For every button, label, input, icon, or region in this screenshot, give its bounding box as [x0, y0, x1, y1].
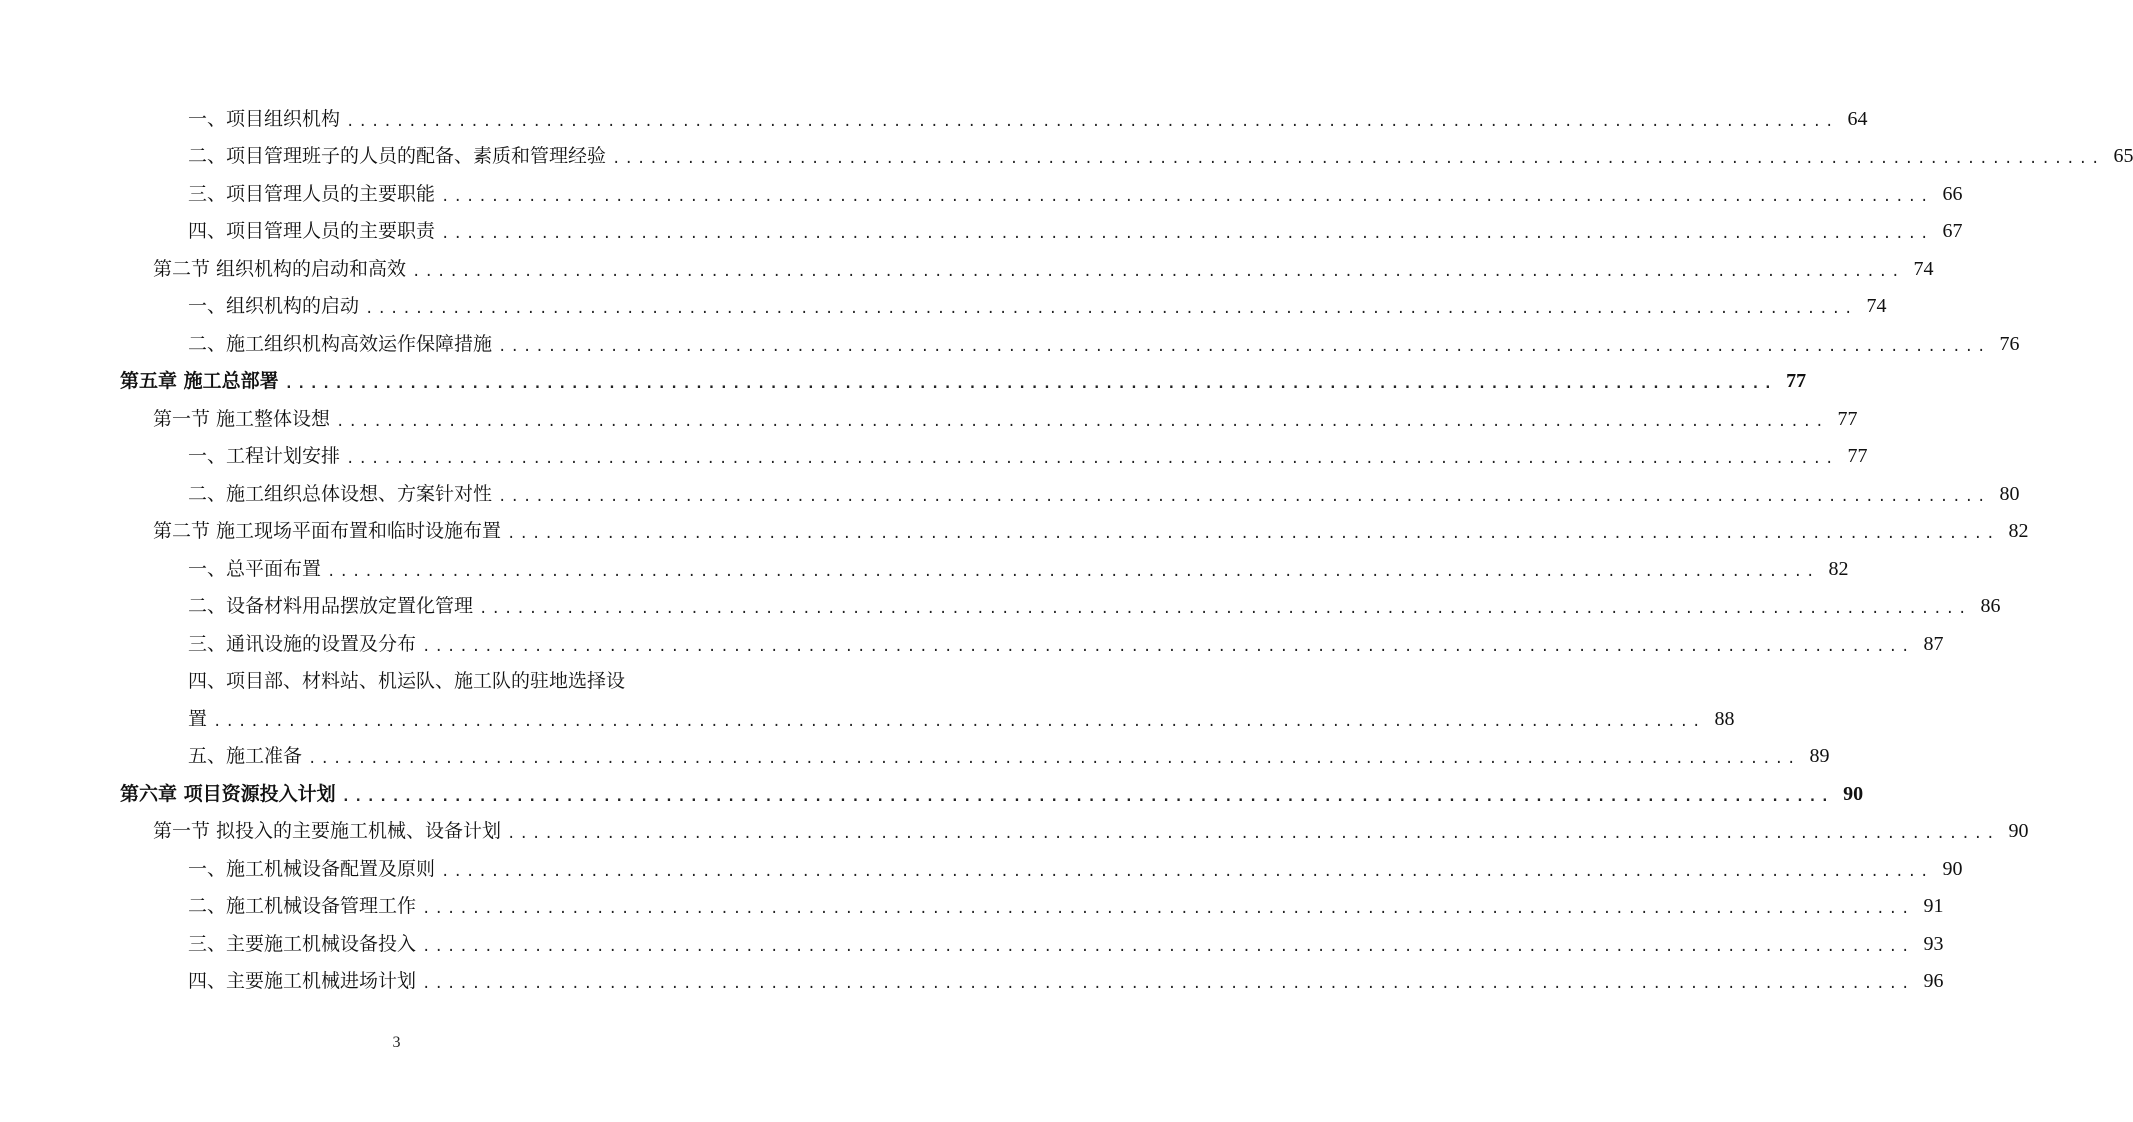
toc-entry-label: 一、总平面布置 — [188, 557, 322, 580]
toc-item-entry[interactable] — [0, 700, 1735, 738]
toc-entry-label: 五、施工准备 — [188, 745, 303, 768]
toc-chapter-entry[interactable] — [0, 363, 1807, 401]
toc-entry-page: 90 — [2008, 820, 2029, 843]
toc-item-entry[interactable] — [0, 888, 1944, 926]
toc-entry-page: 80 — [1999, 482, 2020, 505]
toc-entry-page: 76 — [1999, 332, 2020, 355]
toc-entry-label: 二、施工机械设备管理工作 — [188, 895, 417, 918]
toc-item-entry[interactable] — [0, 963, 1944, 1001]
toc-leader-dots: ........................................................................................................................ — [441, 226, 1933, 243]
toc-leader-dots: ........................................................................................................................ — [336, 413, 1828, 430]
toc-entry-page: 77 — [1837, 407, 1858, 430]
toc-item-entry[interactable] — [0, 588, 2001, 626]
toc-entry-label: 第二节 施工现场平面布置和临时设施布置 — [153, 520, 502, 543]
toc-leader-dots: ........................................................................................................................ — [412, 263, 1904, 280]
toc-entry-page: 82 — [1828, 557, 1849, 580]
toc-leader-dots: ........................................................................................................................ — [346, 113, 1838, 130]
toc-entry-label: 三、通讯设施的设置及分布 — [188, 632, 417, 655]
toc-entry-page: 90 — [1942, 857, 1963, 880]
toc-leader-dots: ........................................................................................................................ — [327, 563, 1819, 580]
toc-chapter-entry[interactable] — [0, 775, 1864, 813]
toc-entry-page: 77 — [1786, 370, 1807, 393]
toc-entry-page: 86 — [1980, 595, 2001, 618]
toc-entry-label: 三、项目管理人员的主要职能 — [188, 182, 436, 205]
toc-item-entry[interactable] — [0, 625, 1944, 663]
toc-entry-label: 四、项目管理人员的主要职责 — [188, 220, 436, 243]
toc-entry-label: 二、施工组织总体设想、方案针对性 — [188, 482, 493, 505]
toc-entry-page: 91 — [1923, 895, 1944, 918]
toc-item-entry[interactable] — [0, 213, 1963, 251]
toc-entry-label: 一、项目组织机构 — [188, 107, 341, 130]
toc-entry-label: 第一节 施工整体设想 — [153, 407, 331, 430]
toc-item-entry[interactable] — [0, 175, 1963, 213]
toc-leader-dots: ........................................................................................................................ — [284, 376, 1777, 393]
toc-entry-page: 87 — [1923, 632, 1944, 655]
toc-entry-label: 一、工程计划安排 — [188, 445, 341, 468]
toc-entry-page: 93 — [1923, 932, 1944, 955]
toc-entry-page: 65 — [2113, 145, 2133, 168]
toc-item-entry[interactable] — [0, 738, 1830, 776]
toc-item-entry[interactable] — [0, 325, 2020, 363]
toc-entry-page: 67 — [1942, 220, 1963, 243]
toc-leader-dots: ........................................................................................................................ — [507, 826, 1999, 843]
toc-leader-dots: ........................................................................................................................ — [213, 713, 1705, 730]
toc-entry-page: 66 — [1942, 182, 1963, 205]
toc-leader-dots: ........................................................................................................................ — [422, 901, 1914, 918]
toc-entry-label: 第六章 项目资源投入计划 — [120, 782, 336, 805]
toc-leader-dots: ........................................................................................................................ — [441, 863, 1933, 880]
toc-entry-page: 90 — [1843, 782, 1864, 805]
toc-leader-dots: ........................................................................................................................ — [422, 976, 1914, 993]
toc-entry-label: 第五章 施工总部署 — [120, 370, 279, 393]
table-of-contents — [0, 100, 2133, 1000]
toc-item-entry[interactable] — [0, 475, 2020, 513]
toc-leader-dots: ........................................................................................................................ — [341, 788, 1834, 805]
toc-item-entry[interactable] — [0, 138, 2133, 176]
toc-entry-page: 82 — [2008, 520, 2029, 543]
toc-leader-dots: ........................................................................................................................ — [422, 638, 1914, 655]
toc-leader-dots: ........................................................................................................................ — [422, 938, 1914, 955]
toc-leader-dots: ........................................................................................................................ — [479, 601, 1971, 618]
toc-leader-dots: ........................................................................................................................ — [308, 751, 1800, 768]
toc-item-entry[interactable] — [0, 850, 1963, 888]
toc-item-entry[interactable] — [0, 100, 1868, 138]
toc-leader-dots: ........................................................................................................................ — [441, 188, 1933, 205]
toc-entry-label: 置 — [188, 707, 208, 730]
toc-section-entry[interactable] — [0, 400, 1858, 438]
page-number: 3 — [392, 1034, 401, 1051]
toc-leader-dots: ........................................................................................................................ — [346, 451, 1838, 468]
toc-item-entry[interactable] — [0, 925, 1944, 963]
toc-entry-page: 89 — [1809, 745, 1830, 768]
toc-leader-dots: ........................................................................................................................ — [498, 488, 1990, 505]
toc-item-entry[interactable] — [0, 288, 1887, 326]
toc-entry-label: 四、主要施工机械进场计划 — [188, 970, 417, 993]
toc-entry-label: 三、主要施工机械设备投入 — [188, 932, 417, 955]
toc-entry-label: 二、施工组织机构高效运作保障措施 — [188, 332, 493, 355]
toc-entry-label: 第一节 拟投入的主要施工机械、设备计划 — [153, 820, 502, 843]
toc-section-entry[interactable] — [0, 513, 2029, 551]
toc-leader-dots: ........................................................................................................................ — [365, 301, 1857, 318]
toc-item-entry[interactable] — [0, 438, 1868, 476]
toc-entry-label: 第二节 组织机构的启动和高效 — [153, 257, 407, 280]
toc-entry-page: 96 — [1923, 970, 1944, 993]
toc-leader-dots: ........................................................................................................................ — [612, 151, 2104, 168]
toc-entry-page: 74 — [1913, 257, 1934, 280]
toc-entry-label: 二、项目管理班子的人员的配备、素质和管理经验 — [188, 145, 607, 168]
toc-entry-page: 88 — [1714, 707, 1735, 730]
toc-entry-label: 二、设备材料用品摆放定置化管理 — [188, 595, 474, 618]
toc-entry-page: 74 — [1866, 295, 1887, 318]
toc-section-entry[interactable] — [0, 813, 2029, 851]
toc-entry-label: 一、施工机械设备配置及原则 — [188, 857, 436, 880]
toc-entry-label: 一、组织机构的启动 — [188, 295, 360, 318]
toc-section-entry[interactable] — [0, 250, 1934, 288]
toc-leader-dots: ........................................................................................................................ — [498, 338, 1990, 355]
toc-entry-label: 四、项目部、材料站、机运队、施工队的驻地选择设 — [188, 670, 626, 693]
toc-item-entry[interactable] — [0, 663, 793, 701]
toc-entry-page: 77 — [1847, 445, 1868, 468]
toc-entry-page: 64 — [1847, 107, 1868, 130]
toc-item-entry[interactable] — [0, 550, 1849, 588]
toc-leader-dots: ........................................................................................................................ — [507, 526, 1999, 543]
